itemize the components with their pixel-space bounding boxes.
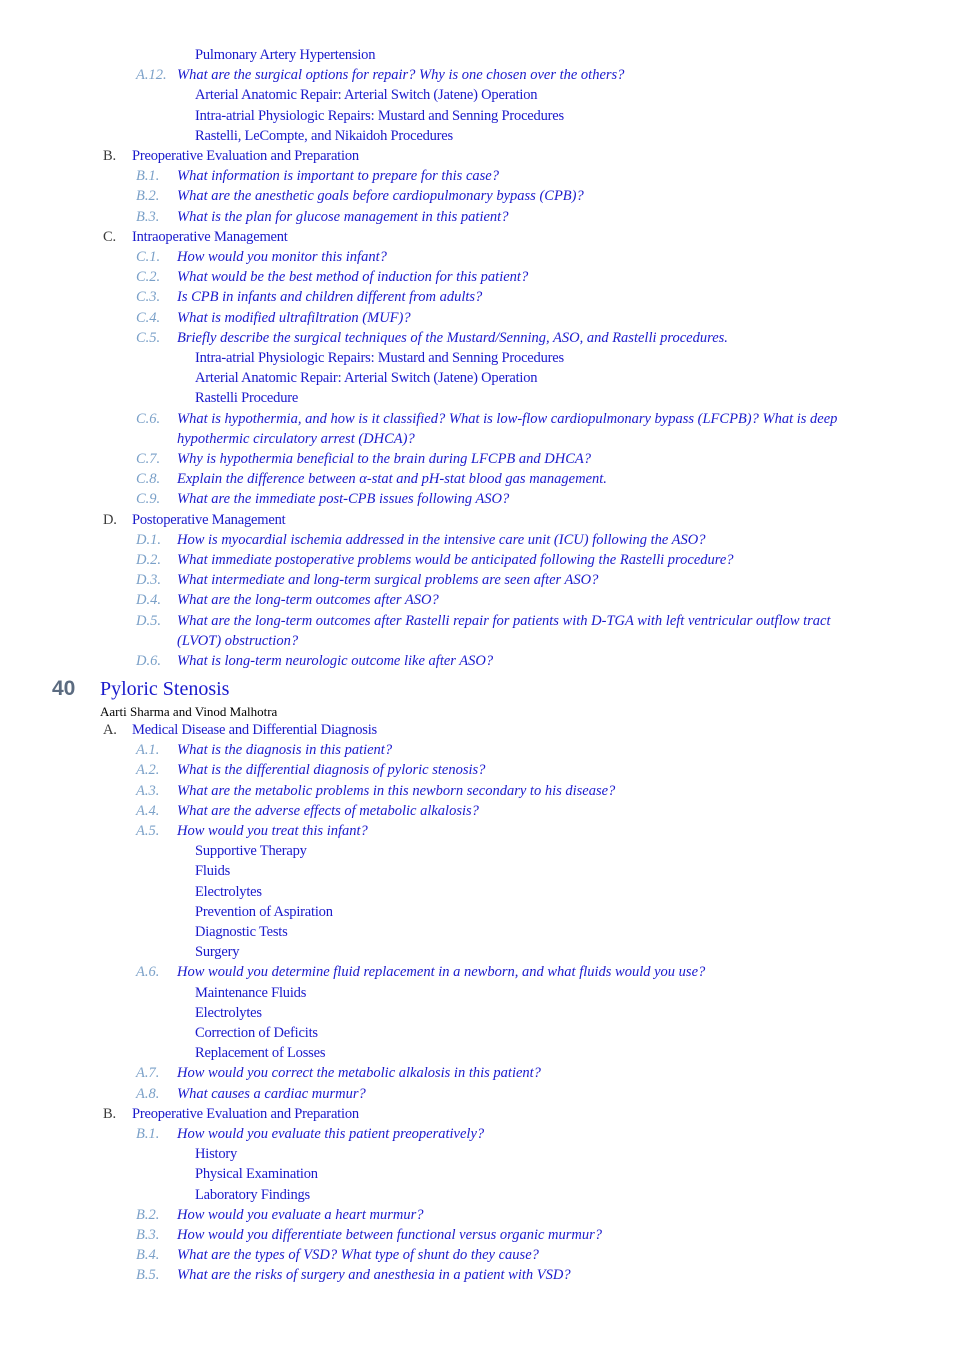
question-number: B.1. <box>136 1126 160 1142</box>
question-text: What are the long-term outcomes after ASO? <box>177 592 439 609</box>
toc-question-link[interactable] <box>136 287 482 307</box>
section-label: B. <box>103 1105 116 1122</box>
question-text: What are the long-term outcomes after Rastelli repair for patients with D-TGA with left ventricular outflow tract <box>177 612 831 629</box>
question-number: B.4. <box>136 1247 160 1264</box>
toc-question-link[interactable] <box>136 821 368 841</box>
toc-question-link[interactable] <box>136 550 734 570</box>
toc-question-link[interactable] <box>136 449 591 469</box>
toc-subsection-link[interactable]: Electrolytes <box>195 883 262 900</box>
toc-question-link[interactable] <box>136 166 499 186</box>
question-number: A.7. <box>136 1065 160 1082</box>
question-number: C.2. <box>136 269 161 286</box>
question-number: C.9. <box>136 491 161 508</box>
toc-question-link[interactable] <box>136 247 387 267</box>
question-text: What causes a cardiac murmur? <box>177 1085 366 1102</box>
toc-subsection-link[interactable]: Intra-atrial Physiologic Repairs: Mustard and Senning Procedures <box>195 107 564 124</box>
toc-question-link[interactable] <box>136 1245 539 1265</box>
toc-section-link[interactable] <box>103 1104 359 1124</box>
question-text: How would you differentiate between functional versus organic murmur? <box>177 1227 603 1243</box>
question-number: C.4. <box>136 309 161 326</box>
section-label: A. <box>103 722 117 738</box>
question-text: What are the metabolic problems in this newborn secondary to his disease? <box>177 782 616 799</box>
toc-question-link[interactable] <box>136 570 598 590</box>
toc-subsection-link[interactable]: Electrolytes <box>195 1004 262 1021</box>
toc-question-link[interactable] <box>136 328 728 348</box>
toc-question-link[interactable] <box>136 1063 541 1083</box>
question-number: B.3. <box>136 208 160 225</box>
question-text: What would be the best method of induction for this patient? <box>177 269 529 286</box>
question-text-continued: hypothermic circulatory arrest (DHCA)? <box>177 430 415 447</box>
question-text: What are the types of VSD? What type of shunt do they cause? <box>177 1247 539 1264</box>
question-text: How would you evaluate a heart murmur? <box>177 1206 424 1223</box>
question-number: B.2. <box>136 1206 160 1223</box>
toc-question-link[interactable] <box>136 760 485 780</box>
toc-subsection-link[interactable]: Diagnostic Tests <box>195 924 288 940</box>
toc-subsection-link[interactable]: Prevention of Aspiration <box>195 903 333 920</box>
question-number: C.5. <box>136 329 161 346</box>
toc-question-link[interactable] <box>136 590 439 610</box>
question-text: What is the diagnosis in this patient? <box>177 742 393 759</box>
question-text: How would you evaluate this patient preoperatively? <box>177 1126 485 1142</box>
question-number: A.12. <box>136 67 167 84</box>
question-number: C.1. <box>136 249 161 265</box>
toc-question-link[interactable] <box>136 1124 484 1144</box>
question-number: A.2. <box>136 762 160 779</box>
section-title: Medical Disease and Differential Diagnosis <box>132 722 378 738</box>
question-number: C.3. <box>136 289 161 306</box>
question-text: Is CPB in infants and children different from adults? <box>177 289 483 306</box>
question-number: D.1. <box>136 531 161 548</box>
toc-question-link[interactable] <box>136 489 509 509</box>
question-text: What are the surgical options for repair? Why is one chosen over the others? <box>177 67 625 84</box>
question-text: How would you monitor this infant? <box>177 249 387 265</box>
chapter-title[interactable]: Pyloric Stenosis <box>100 678 230 700</box>
toc-question-link[interactable] <box>136 65 624 85</box>
toc-subsection-link[interactable]: Correction of Deficits <box>195 1025 318 1041</box>
question-number: C.8. <box>136 471 161 488</box>
toc-question-link[interactable] <box>136 1084 366 1104</box>
section-title: Preoperative Evaluation and Preparation <box>132 148 359 164</box>
question-text: What information is important to prepare for this case? <box>177 168 499 185</box>
toc-subsection-link[interactable]: Surgery <box>195 944 240 961</box>
toc-subsection-link[interactable]: Supportive Therapy <box>195 843 307 860</box>
question-text: What are the risks of surgery and anesthesia in a patient with VSD? <box>177 1267 571 1284</box>
toc-question-link[interactable] <box>136 267 528 287</box>
chapter-number: 40 <box>52 677 76 700</box>
question-text: What are the immediate post-CPB issues following ASO? <box>177 491 510 508</box>
question-text: How would you determine fluid replacement in a newborn, and what fluids would you use? <box>177 964 706 981</box>
toc-subsection-link[interactable]: History <box>195 1146 238 1163</box>
toc-subsection-link[interactable]: Replacement of Losses <box>195 1045 326 1062</box>
question-number: D.2. <box>136 552 161 568</box>
question-number: A.5. <box>136 823 160 839</box>
question-text: What is long-term neurologic outcome like after ASO? <box>177 653 494 669</box>
toc-question-link[interactable] <box>136 1205 423 1225</box>
toc-question-link[interactable] <box>136 409 876 449</box>
question-text: How is myocardial ischemia addressed in the intensive care unit (ICU) following the ASO? <box>177 531 706 548</box>
question-number: D.6. <box>136 653 161 669</box>
toc-question-link[interactable] <box>136 781 615 801</box>
section-label: B. <box>103 148 116 164</box>
chapter-authors: Aarti Sharma and Vinod Malhotra <box>100 704 278 719</box>
question-number: A.1. <box>136 742 160 759</box>
toc-subsection-link[interactable]: Fluids <box>195 863 231 880</box>
toc-question-link[interactable] <box>136 530 706 550</box>
toc-subsection-link[interactable]: Laboratory Findings <box>195 1186 311 1203</box>
section-title: Intraoperative Management <box>132 228 288 245</box>
toc-subsection-link[interactable]: Arterial Anatomic Repair: Arterial Switch (Jatene) Operation <box>195 370 538 387</box>
question-number: D.4. <box>136 592 161 609</box>
question-text: Explain the difference between α-stat and pH-stat blood gas management. <box>177 471 607 488</box>
question-number: A.6. <box>136 964 160 981</box>
toc-section-link[interactable] <box>103 146 359 166</box>
question-number: A.4. <box>136 802 160 819</box>
toc-subsection-link[interactable]: Rastelli Procedure <box>195 390 299 407</box>
toc-question-link[interactable] <box>136 1225 602 1245</box>
question-number: D.5. <box>136 612 161 629</box>
question-number: C.6. <box>136 410 161 427</box>
toc-question-link[interactable] <box>136 186 584 206</box>
toc-subsection-link[interactable]: Maintenance Fluids <box>195 984 307 1001</box>
question-text: What are the anesthetic goals before cardiopulmonary bypass (CPB)? <box>177 188 584 205</box>
toc-question-link[interactable] <box>136 611 876 651</box>
question-number: C.7. <box>136 451 161 467</box>
toc-question-link[interactable] <box>136 801 479 821</box>
toc-section-link[interactable] <box>103 510 285 530</box>
question-text: What are the adverse effects of metabolic alkalosis? <box>177 802 479 819</box>
toc-subsection-link[interactable]: Intra-atrial Physiologic Repairs: Mustard and Senning Procedures <box>195 350 564 366</box>
toc-subsection-link[interactable]: Physical Examination <box>195 1166 318 1183</box>
question-text: What is hypothermia, and how is it classified? What is low-flow cardiopulmonary bypass (LFCPB)? What is deep <box>177 410 838 427</box>
question-text: What is the differential diagnosis of pyloric stenosis? <box>177 762 486 779</box>
question-number: B.3. <box>136 1227 160 1243</box>
toc-section-link[interactable] <box>103 227 288 247</box>
question-text: What is the plan for glucose management in this patient? <box>177 208 509 225</box>
toc-question-link[interactable] <box>136 308 411 328</box>
question-number: A.8. <box>136 1085 160 1102</box>
toc-question-link[interactable] <box>136 207 508 227</box>
question-text: How would you treat this infant? <box>177 823 368 839</box>
question-text: Why is hypothermia beneficial to the brain during LFCPB and DHCA? <box>177 451 592 467</box>
section-label: D. <box>103 511 117 528</box>
toc-question-link[interactable] <box>136 1265 571 1285</box>
toc-question-link[interactable] <box>136 962 705 982</box>
toc-question-link[interactable] <box>136 651 493 671</box>
section-title: Postoperative Management <box>132 511 286 528</box>
question-text: Briefly describe the surgical techniques of the Mustard/Senning, ASO, and Rastelli procedures. <box>177 329 728 346</box>
question-text: What is modified ultrafiltration (MUF)? <box>177 309 411 326</box>
question-text: How would you correct the metabolic alkalosis in this patient? <box>177 1065 541 1082</box>
toc-subsection-link[interactable]: Rastelli, LeCompte, and Nikaidoh Procedures <box>195 127 453 144</box>
toc-question-link[interactable] <box>136 469 607 489</box>
question-number: D.3. <box>136 572 161 589</box>
toc-subsection-link[interactable]: Arterial Anatomic Repair: Arterial Switch (Jatene) Operation <box>195 87 538 104</box>
section-title: Preoperative Evaluation and Preparation <box>132 1105 359 1122</box>
question-number: A.3. <box>136 782 160 799</box>
question-text: What immediate postoperative problems would be anticipated following the Rastelli procedure? <box>177 552 734 568</box>
question-number: B.1. <box>136 168 160 185</box>
section-label: C. <box>103 228 116 245</box>
toc-section-link[interactable] <box>103 720 377 740</box>
question-text: What intermediate and long-term surgical problems are seen after ASO? <box>177 572 599 589</box>
chapter-heading <box>52 676 229 702</box>
toc-subsection-link[interactable]: Pulmonary Artery Hypertension <box>195 47 376 63</box>
question-number: B.5. <box>136 1267 160 1284</box>
question-text-continued: (LVOT) obstruction? <box>177 632 299 649</box>
toc-question-link[interactable] <box>136 740 392 760</box>
question-number: B.2. <box>136 188 160 205</box>
